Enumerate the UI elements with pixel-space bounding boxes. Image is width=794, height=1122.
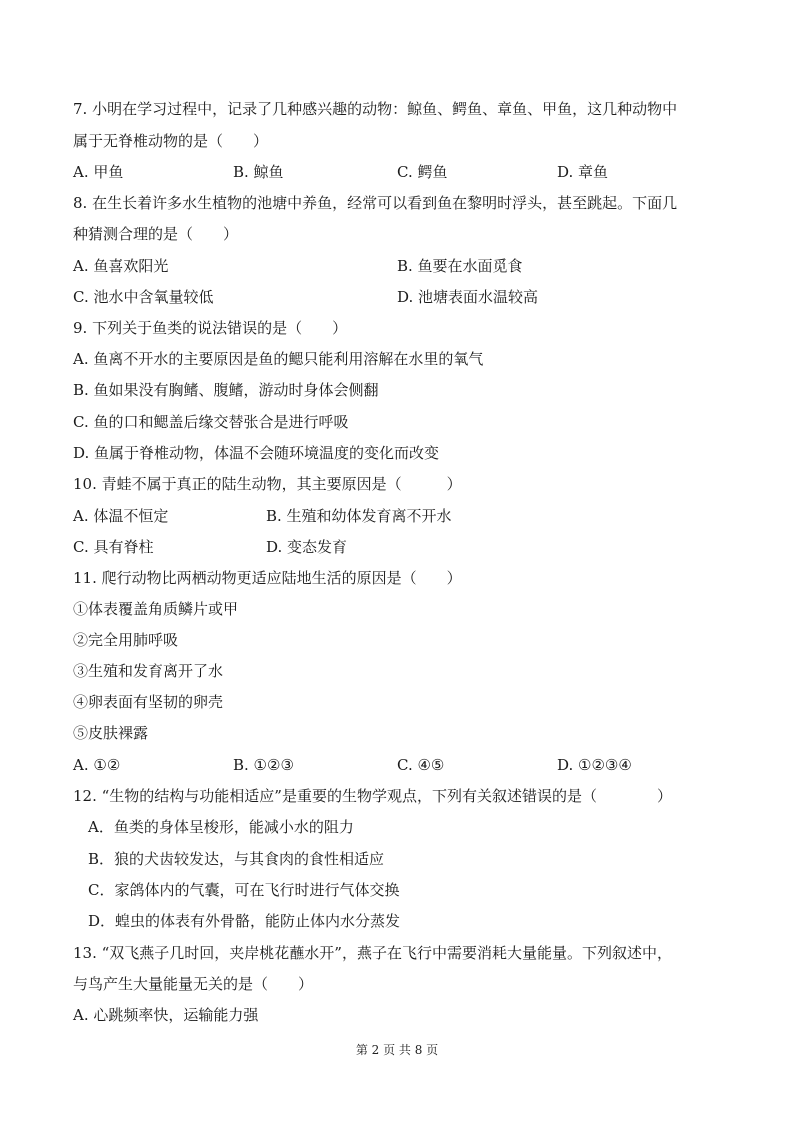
q9-option-a: A. 鱼离不开水的主要原因是鱼的鳃只能利用溶解在水里的氧气: [73, 350, 484, 368]
q8-option-b: B. 鱼要在水面觅食: [397, 257, 523, 275]
q7-option-d: D. 章鱼: [557, 163, 609, 181]
q10-stem: 10. 青蛙不属于真正的陆生动物，其主要原因是（ ）: [73, 475, 462, 493]
q10-option-c: C. 具有脊柱: [73, 538, 154, 556]
q9-option-b: B. 鱼如果没有胸鳍、腹鳍，游动时身体会侧翻: [73, 381, 379, 399]
q11-item-1: ①体表覆盖角质鳞片或甲: [73, 600, 239, 618]
q12-option-a: A．鱼类的身体呈梭形，能减小水的阻力: [88, 818, 354, 836]
q8-option-d: D. 池塘表面水温较高: [397, 288, 539, 306]
q12-option-d: D．蝗虫的体表有外骨骼，能防止体内水分蒸发: [88, 912, 401, 930]
q11-stem: 11. 爬行动物比两栖动物更适应陆地生活的原因是（ ）: [73, 569, 462, 587]
q9-option-c: C. 鱼的口和鳃盖后缘交替张合是进行呼吸: [73, 413, 349, 431]
q11-item-4: ④卵表面有坚韧的卵壳: [73, 693, 224, 711]
q8-option-a: A. 鱼喜欢阳光: [73, 257, 169, 275]
q11-item-3: ③生殖和发育离开了水: [73, 662, 224, 680]
q11-item-5: ⑤皮肤裸露: [73, 724, 149, 742]
q7-option-b: B. 鲸鱼: [233, 163, 284, 181]
q12-option-b: B．狼的犬齿较发达，与其食肉的食性相适应: [88, 850, 385, 868]
q7-stem-line2: 属于无脊椎动物的是（ ）: [73, 132, 269, 150]
q11-option-c: C. ④⑤: [397, 756, 445, 774]
q11-item-2: ②完全用肺呼吸: [73, 631, 179, 649]
q12-stem: 12. “生物的结构与功能相适应”是重要的生物学观点，下列有关叙述错误的是（ ）: [73, 787, 672, 805]
q7-option-a: A. 甲鱼: [73, 163, 124, 181]
q13-stem-line2: 与鸟产生大量能量无关的是（ ）: [73, 975, 314, 993]
q13-option-a: A. 心跳频率快，运输能力强: [73, 1006, 259, 1024]
q12-option-c: C．家鸽体内的气囊，可在飞行时进行气体交换: [88, 881, 400, 899]
q8-option-c: C. 池水中含氧量较低: [73, 288, 214, 306]
q9-option-d: D. 鱼属于脊椎动物，体温不会随环境温度的变化而改变: [73, 444, 440, 462]
q10-option-b: B. 生殖和幼体发育离不开水: [266, 507, 452, 525]
q10-option-a: A. 体温不恒定: [73, 507, 169, 525]
q11-option-b: B. ①②③: [233, 756, 294, 774]
q11-option-d: D. ①②③④: [557, 756, 632, 774]
q13-stem-line1: 13. “双飞燕子几时回，夹岸桃花蘸水开”，燕子在飞行中需要消耗大量能量。下列叙述中，: [73, 944, 672, 962]
q7-stem-line1: 7. 小明在学习过程中，记录了几种感兴趣的动物：鲸鱼、鳄鱼、章鱼、甲鱼，这几种动物中: [73, 100, 678, 118]
q10-option-d: D. 变态发育: [266, 538, 348, 556]
q7-option-c: C. 鳄鱼: [397, 163, 448, 181]
q9-stem: 9. 下列关于鱼类的说法错误的是（ ）: [73, 319, 348, 337]
q8-stem-line2: 种猜测合理的是（ ）: [73, 225, 239, 243]
q11-option-a: A. ①②: [73, 756, 121, 774]
page-number-footer: 第 2 页 共 8 页: [355, 1043, 439, 1057]
q8-stem-line1: 8. 在生长着许多水生植物的池塘中养鱼，经常可以看到鱼在黎明时浮头，甚至跳起。下面几: [73, 194, 678, 212]
